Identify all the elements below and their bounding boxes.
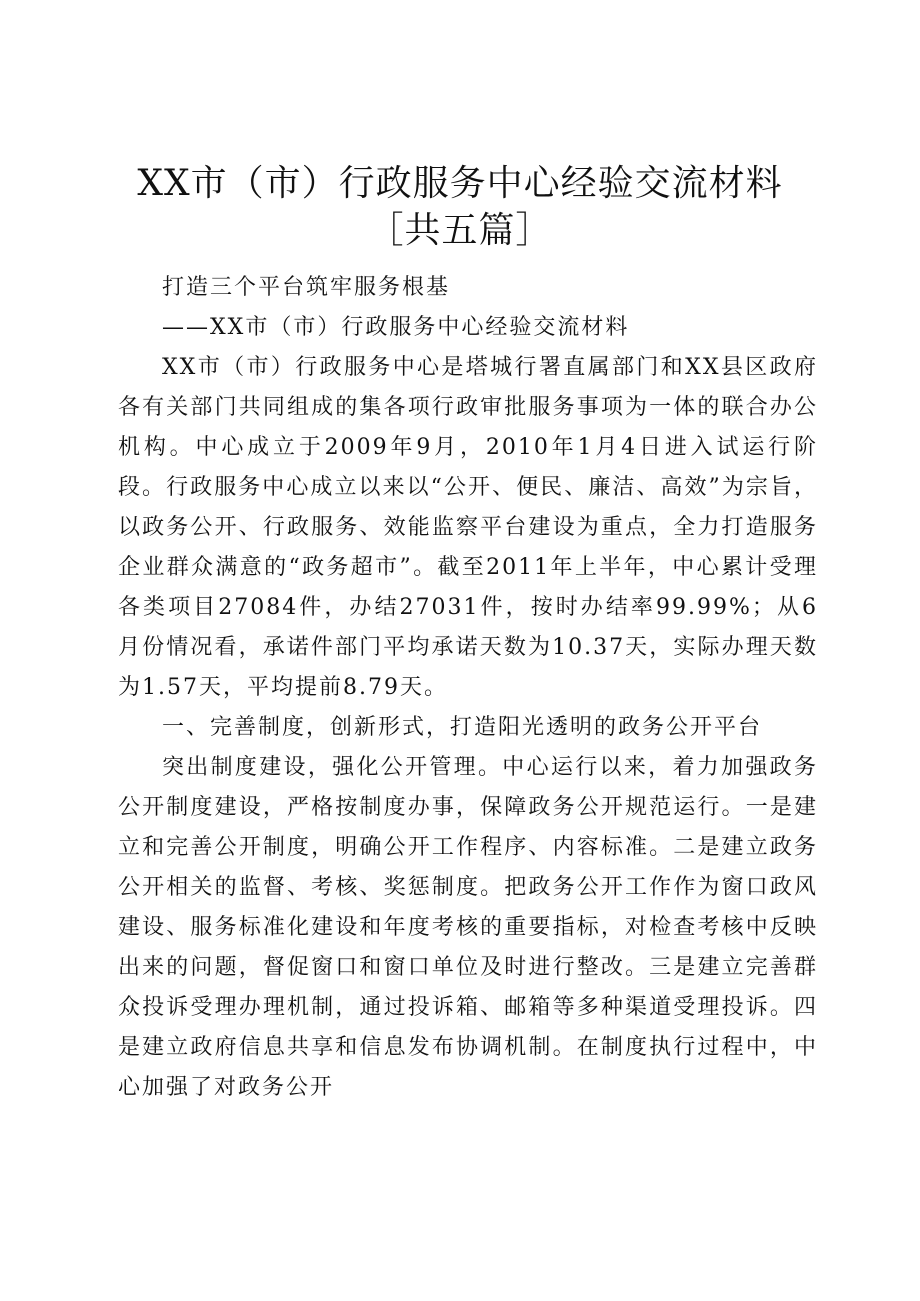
- document-body: [118, 268, 818, 1108]
- document-subtitle: 打造三个平台筑牢服务根基: [162, 275, 451, 300]
- document-byline: ——XX市（市）行政服务中心经验交流材料: [162, 315, 630, 340]
- section-heading-1: 一、完善制度，创新形式，打造阳光透明的政务公开平台: [162, 715, 763, 740]
- document-title: XX市（市）行政服务中心经验交流材料［共五篇］: [137, 163, 783, 251]
- paragraph-intro: XX市（市）行政服务中心是塔城行署直属部门和XX县区政府各有关部门共同组成的集各项行政审批服务事项为一体的联合办公机构。中心成立于2009年9月，2010年1月4日进入试运行阶段。行政服务中心成立以来以“公开、便民、廉洁、高效”为宗旨，以政务公开、行政服务、效能监察平台建设为重点，全力打造服务企业群众满意的“政务超市”。截至2011年上半年，中心累计受理各类项目27084件，办结27031件，按时办结率99.99%；从6月份情况看，承诺件部门平均承诺天数为10.37天，实际办理天数为1.57天，平均提前8.79天。: [118, 355, 818, 700]
- paragraph-section-1: 突出制度建设，强化公开管理。中心运行以来，着力加强政务公开制度建设，严格按制度办事，保障政务公开规范运行。一是建立和完善公开制度，明确公开工作程序、内容标准。二是建立政务公开相关的监督、考核、奖惩制度。把政务公开工作作为窗口政风建设、服务标准化建设和年度考核的重要指标，对检查考核中反映出来的问题，督促窗口和窗口单位及时进行整改。三是建立完善群众投诉受理办理机制，通过投诉箱、邮箱等多种渠道受理投诉。四是建立政府信息共享和信息发布协调机制。在制度执行过程中，中心加强了对政务公开: [118, 755, 818, 1100]
